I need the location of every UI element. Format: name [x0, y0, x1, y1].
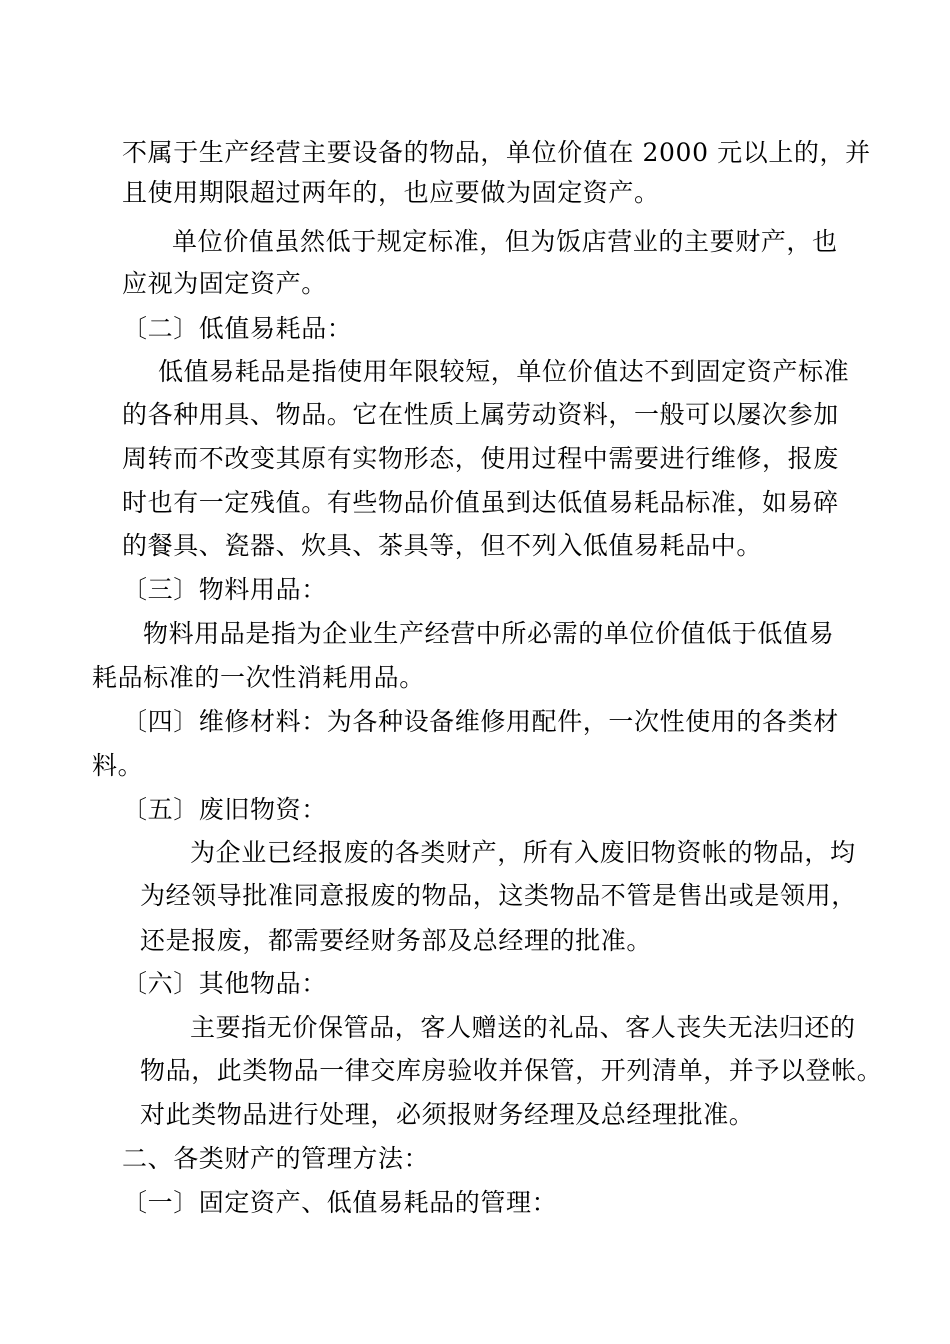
text-line: 的餐具、瓷器、炊具、茶具等，但不列入低值易耗品中。	[122, 531, 763, 560]
text-line: 耗品标准的一次性消耗用品。	[92, 663, 425, 692]
text-line: 单位价值虽然低于规定标准，但为饭店营业的主要财产，也	[172, 227, 838, 256]
text-line: 的各种用具、物品。它在性质上属劳动资料，一般可以屡次参加	[122, 400, 839, 429]
section-heading: 二、各类财产的管理方法：	[122, 1144, 430, 1173]
section-heading: 〔四〕维修材料：为各种设备维修用配件，一次性使用的各类材	[122, 707, 839, 736]
text-line: 料。	[92, 751, 144, 780]
section-heading: 〔三〕物料用品：	[122, 575, 327, 604]
text-line: 物品，此类物品一律交库房验收并保管，开列清单，并予以登帐。	[140, 1056, 883, 1085]
text-line: 低值易耗品是指使用年限较短，单位价值达不到固定资产标准	[158, 357, 850, 386]
text-line: 且使用期限超过两年的，也应要做为固定资产。	[122, 178, 660, 207]
section-heading: 〔二〕低值易耗品：	[122, 314, 353, 343]
text-line: 时也有一定残值。有些物品价值虽到达低值易耗品标准，如易碎	[122, 488, 839, 517]
text-line: 为企业已经报废的各类财产，所有入废旧物资帐的物品，均	[190, 838, 856, 867]
text-line: 应视为固定资产。	[122, 269, 327, 298]
section-heading: 〔六〕其他物品：	[122, 969, 327, 998]
section-heading: 〔一〕固定资产、低值易耗品的管理：	[122, 1188, 558, 1217]
text-line: 对此类物品进行处理，必须报财务经理及总经理批准。	[140, 1100, 755, 1129]
text-line: 还是报废，都需要经财务部及总经理的批准。	[140, 926, 653, 955]
text-line: 周转而不改变其原有实物形态，使用过程中需要进行维修，报废	[122, 444, 839, 473]
text-line: 物料用品是指为企业生产经营中所必需的单位价值低于低值易	[143, 619, 835, 648]
section-heading: 〔五〕废旧物资：	[122, 795, 327, 824]
text-line: 主要指无价保管品，客人赠送的礼品、客人丧失无法归还的	[190, 1013, 856, 1042]
text-line: 为经领导批准同意报废的物品，这类物品不管是售出或是领用，	[140, 881, 857, 910]
text-line: 不属于生产经营主要设备的物品，单位价值在 2000 元以上的，并	[122, 138, 871, 167]
